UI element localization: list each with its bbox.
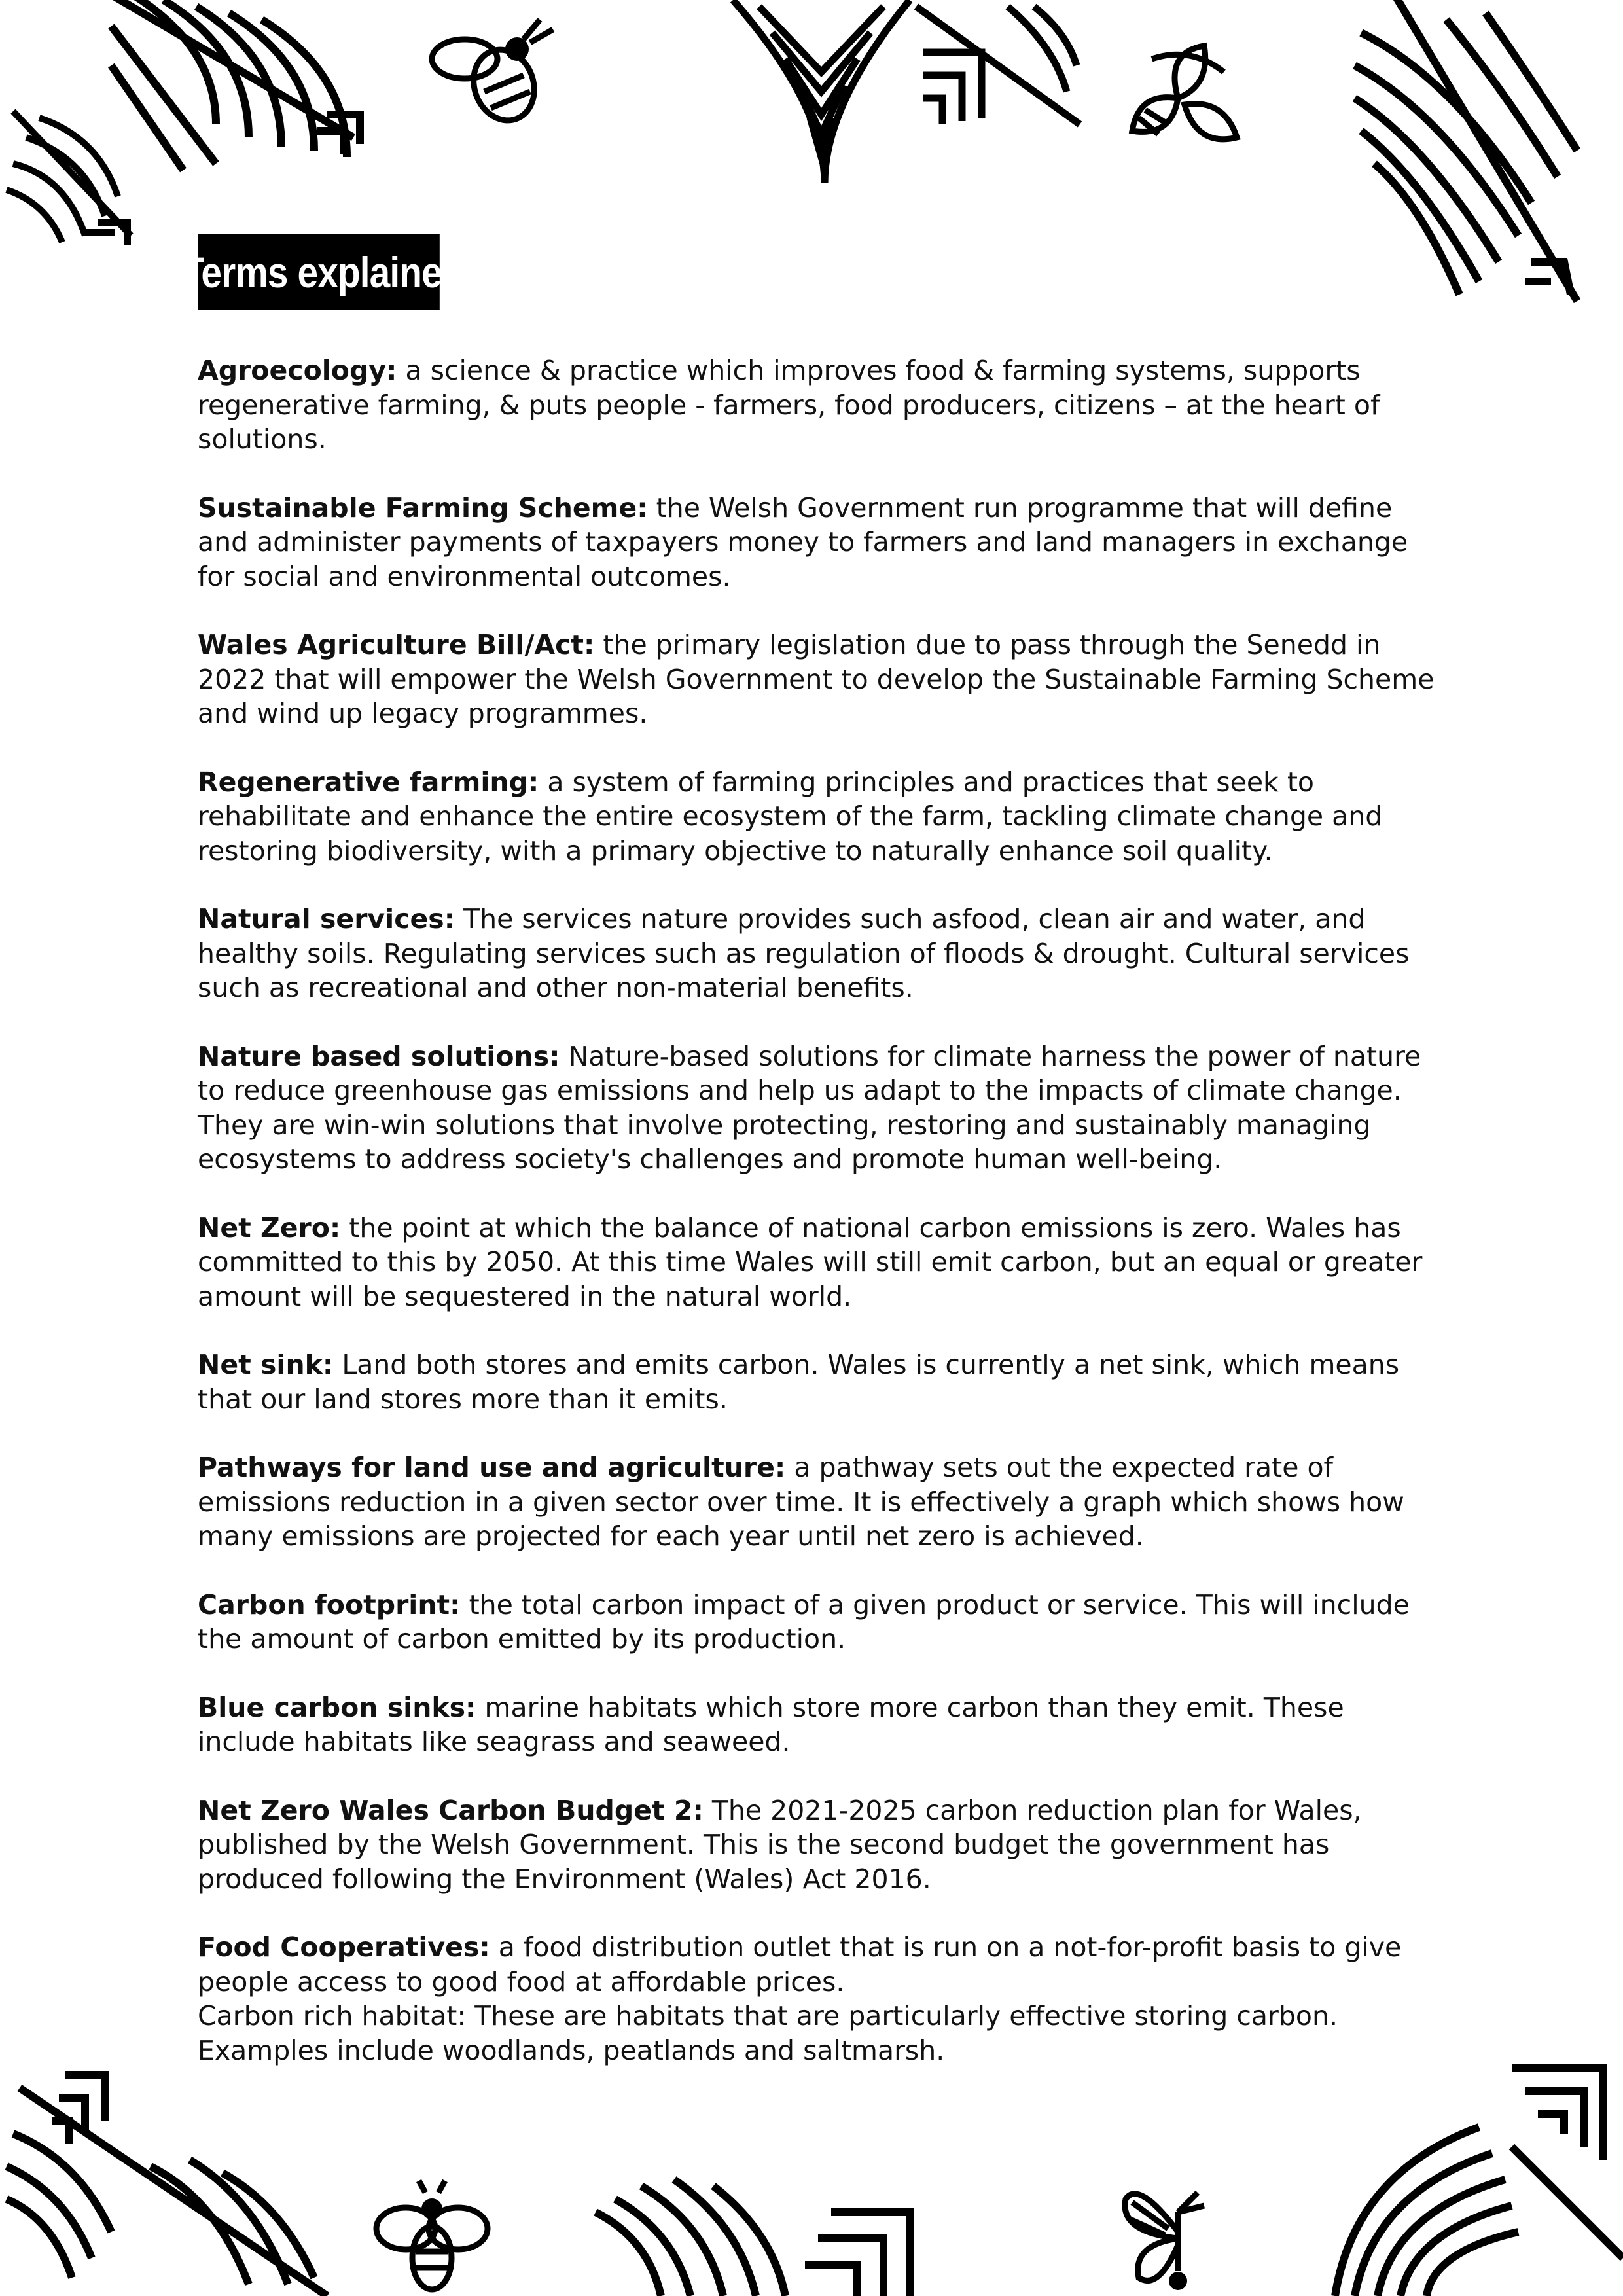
term-definition: a system of farming principles and practices that seek to rehabilitate and enhance the entire ecosystem of the farm, tackling climate change and restoring biodiversity, with a primary objective to naturally enhance soil quality.: [198, 766, 1383, 867]
glossary-entry-net-sink: [198, 1348, 1441, 1416]
bee-top-icon: [425, 13, 556, 124]
glossary-entry-net-zero: [198, 1211, 1441, 1314]
term-label: Food Cooperatives:: [198, 1931, 490, 1963]
term-label: Sustainable Farming Scheme:: [198, 492, 648, 524]
term-label: Pathways for land use and agriculture:: [198, 1452, 786, 1483]
leaf-top-right-icon: [1335, 0, 1603, 314]
term-label: Regenerative farming:: [198, 766, 539, 798]
term-definition: marine habitats which store more carbon than they emit. These include habitats like seagrass and seaweed.: [198, 1691, 1344, 1757]
glossary-list: [198, 353, 1441, 2102]
term-label: Net Zero Wales Carbon Budget 2:: [198, 1794, 704, 1826]
glossary-entry-nature-based-solutions: [198, 1039, 1441, 1177]
term-label: Carbon footprint:: [198, 1588, 461, 1621]
glossary-entry-natural-services: [198, 902, 1441, 1005]
bee-bottom-icon: [366, 2179, 497, 2296]
carbon-rich-habitat-note: Carbon rich habitat: These are habitats that are particularly effective storing carbon. Examples include woodlands, peatlands and saltmarsh.: [198, 2000, 1338, 2066]
leaf-bottom-left-icon: [0, 2062, 340, 2296]
glossary-entry-regenerative-farming: [198, 765, 1441, 869]
leaf-bottom-center-icon: [582, 2173, 923, 2296]
glossary-entry-agroecology: [198, 353, 1441, 457]
term-label: Net sink:: [198, 1349, 334, 1380]
leaf-bottom-right-icon: [1315, 2055, 1623, 2296]
term-label: Nature based solutions:: [198, 1040, 560, 1072]
term-definition: the primary legislation due to pass through the Senedd in 2022 that will empower the Welsh Government to develop the Sustainable Farming Scheme and wind up legacy programmes.: [198, 629, 1435, 729]
term-label: Agroecology:: [198, 355, 397, 386]
leaf-top-center-icon: [713, 0, 929, 190]
term-label: Blue carbon sinks:: [198, 1691, 476, 1723]
term-definition: the total carbon impact of a given product or service. This will include the amount of carbon emitted by its production.: [198, 1588, 1410, 1655]
term-label: Net Zero:: [198, 1211, 341, 1244]
glossary-entry-carbon-footprint: [198, 1588, 1441, 1657]
term-definition: Nature-based solutions for climate harness the power of nature to reduce greenhouse gas emissions and help us adapt to the impacts of climate change. They are win-win solutions that involve protecting, restoring and sustainably managing ecosystems to address society's challenges and promote human well-being.: [198, 1040, 1421, 1175]
glossary-entry-wales-agriculture-bill: [198, 628, 1441, 731]
term-definition: a pathway sets out the expected rate of emissions reduction in a given sector over time. It is effectively a graph which shows how many emissions are projected for each year until net zero is achieved.: [198, 1452, 1404, 1552]
term-definition: the Welsh Government run programme that will define and administer payments of taxpayers money to farmers and land managers in exchange for social and environmental outcomes.: [198, 492, 1408, 592]
glossary-entry-sustainable-farming-scheme: [198, 491, 1441, 594]
term-label: Natural services:: [198, 903, 455, 935]
term-definition: The services nature provides such asfood, clean air and water, and healthy soils. Regulating services such as regulation of floods & drought. Cultural services such as recreational and other non-material benefits.: [198, 903, 1410, 1003]
term-definition: the point at which the balance of national carbon emissions is zero. Wales has committed to this by 2050. At this time Wales will still emit carbon, but an equal or greater amount will be sequestered in the natural world.: [198, 1211, 1423, 1312]
leaf-top-center-right-icon: [910, 0, 1086, 137]
term-definition: Land both stores and emits carbon. Wales is currently a net sink, which means that our land stores more than it emits.: [198, 1349, 1400, 1415]
butterfly-bottom-icon: [1113, 2173, 1243, 2296]
glossary-entry-food-cooperatives: [198, 1930, 1441, 2068]
leaves-top-icon: [1113, 33, 1257, 157]
term-definition: a food distribution outlet that is run on a not-for-profit basis to give people access to good food at affordable prices.: [198, 1931, 1402, 1998]
term-label: Wales Agriculture Bill/Act:: [198, 629, 595, 660]
glossary-entry-blue-carbon-sinks: [198, 1691, 1441, 1759]
glossary-entry-pathways: [198, 1450, 1441, 1554]
page-title: Terms explainer: [198, 234, 440, 310]
leaf-top-left-small-icon: [0, 98, 151, 249]
glossary-entry-carbon-budget-2: [198, 1793, 1441, 1897]
term-definition: The 2021-2025 carbon reduction plan for Wales, published by the Welsh Government. This is the second budget the government has produced following the Environment (Wales) Act 2016.: [198, 1794, 1362, 1895]
term-definition: a science & practice which improves food & farming systems, supports regenerative farming, & puts people - farmers, food producers, citizens – at the heart of solutions.: [198, 355, 1380, 455]
